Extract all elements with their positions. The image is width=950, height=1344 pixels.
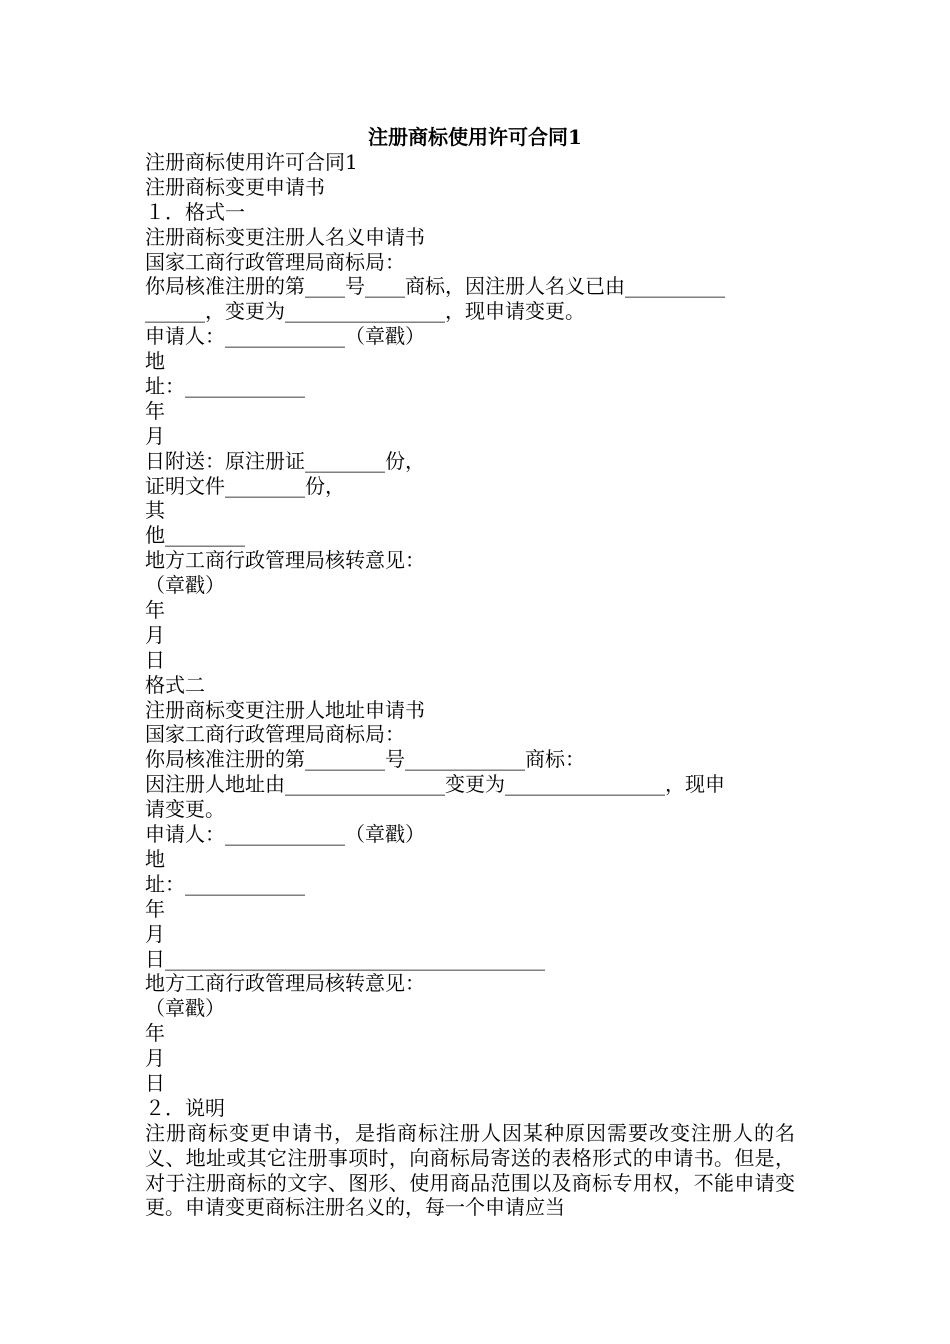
text-line: 地方工商行政管理局核转意见：: [145, 971, 425, 996]
document-title: 注册商标使用许可合同1: [368, 125, 582, 149]
text-line: 请变更。: [145, 797, 225, 822]
text-line: ______，变更为________________，现申请变更。: [145, 299, 585, 324]
text-line: 月: [145, 921, 165, 946]
text-line: 日: [145, 1070, 165, 1095]
text-line: 年: [145, 398, 165, 423]
text-line: ２．说明: [145, 1095, 225, 1120]
document-body: [145, 150, 795, 1220]
text-line: 注册商标使用许可合同1: [145, 150, 358, 174]
text-line: 年: [145, 1021, 165, 1046]
text-line: 址：____________: [145, 374, 305, 399]
text-line: 申请人：____________（章戳）: [145, 822, 425, 847]
text-line: １．格式一: [145, 199, 245, 224]
text-line: 月: [145, 423, 165, 448]
text-line: 地: [145, 349, 165, 374]
text-line: 月: [145, 622, 165, 647]
text-line: 你局核准注册的第________号____________商标：: [145, 747, 585, 772]
description-paragraph: 注册商标变更申请书，是指商标注册人因某种原因需要改变注册人的名义、地址或其它注册事项时，向商标局寄送的表格形式的申请书。但是，对于注册商标的文字、图形、使用商品范围以及商标专用权，不能申请变更。申请变更商标注册名义的，每一个申请应当: [145, 1120, 795, 1220]
text-line: 地方工商行政管理局核转意见：: [145, 548, 425, 573]
text-line: 你局核准注册的第____号____商标，因注册人名义已由__________: [145, 274, 725, 299]
text-line: （章戳）: [145, 573, 225, 598]
text-line: 国家工商行政管理局商标局：: [145, 722, 405, 747]
text-line: 址：____________: [145, 871, 305, 896]
text-line: 他________: [145, 523, 245, 548]
text-line: 注册商标变更注册人名义申请书: [145, 224, 425, 249]
text-line: 年: [145, 598, 165, 623]
text-line: （章戳）: [145, 996, 225, 1021]
text-line: 注册商标变更注册人地址申请书: [145, 697, 425, 722]
text-line: 证明文件________份，: [145, 473, 345, 498]
text-line: 日______________________________________: [145, 946, 545, 971]
text-line: 月: [145, 1046, 165, 1071]
text-line: 地: [145, 846, 165, 871]
text-line: 申请人：____________（章戳）: [145, 324, 425, 349]
text-line: 注册商标变更申请书: [145, 174, 325, 199]
text-line: 国家工商行政管理局商标局：: [145, 249, 405, 274]
text-line: 日附送：原注册证________份，: [145, 448, 425, 473]
text-line: 年: [145, 896, 165, 921]
text-line: 日: [145, 647, 165, 672]
text-line: 其: [145, 498, 165, 523]
text-line: 因注册人地址由________________变更为________________，现申: [145, 772, 725, 797]
text-line: 格式二: [145, 672, 205, 697]
